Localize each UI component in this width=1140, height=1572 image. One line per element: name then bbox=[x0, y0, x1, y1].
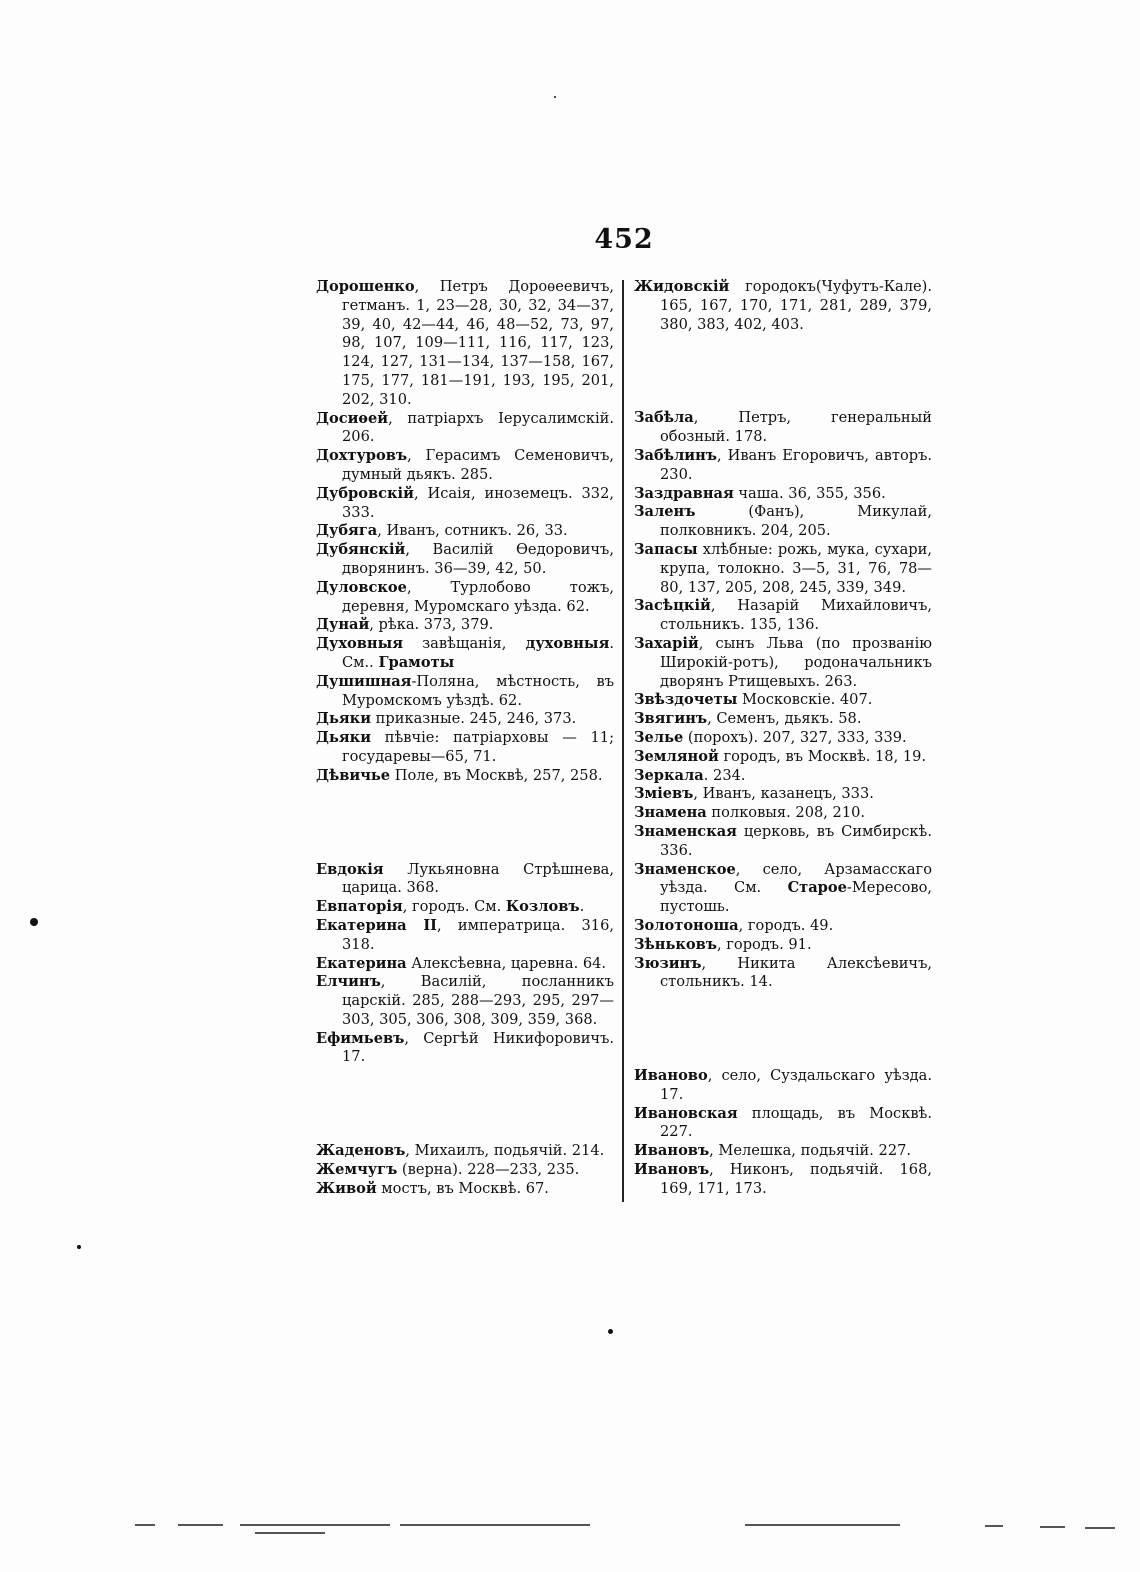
page-number: 452 bbox=[594, 224, 654, 255]
scan-edge-line bbox=[1040, 1526, 1065, 1528]
index-entry bbox=[634, 278, 932, 334]
index-column-right bbox=[634, 278, 932, 1199]
entry-headword: Иваново bbox=[634, 1067, 708, 1085]
entry-headword: Жемчугъ bbox=[316, 1161, 398, 1179]
index-entry bbox=[316, 522, 614, 541]
scan-edge-line bbox=[1085, 1527, 1115, 1529]
index-entry bbox=[316, 1030, 614, 1068]
entry-text: Лукьяновна Стрѣшнева, царица. 368. bbox=[342, 860, 614, 897]
entry-headword: Дохтуровъ bbox=[316, 447, 408, 465]
entry-text: , Петръ Дороѳеевичъ, гетманъ. 1, 23—28, 30, 32, 34—37, 39, 40, 42—44, 46, 48—52, 73, 97, 98, 107, 109—111, 116, 117, 123, 124, 127, 131—134, 137—158, 167, 175, 177, 181—191, 193, 195, 201, 202, 310. bbox=[342, 278, 614, 408]
index-entry bbox=[634, 447, 932, 485]
entry-headword: Евдокія bbox=[316, 860, 384, 878]
index-entry bbox=[634, 597, 932, 635]
entry-text: городъ, въ Москвѣ. 18, 19. bbox=[718, 747, 927, 765]
entry-headword: Дорошенко bbox=[316, 278, 415, 295]
entry-headword: Екатерина bbox=[316, 954, 407, 972]
entry-text: (порохъ). 207, 327, 333, 339. bbox=[683, 728, 907, 746]
section-gap bbox=[316, 1067, 614, 1142]
index-entry bbox=[316, 1142, 614, 1161]
index-entry bbox=[316, 1180, 614, 1199]
entry-text: , рѣка. 373, 379. bbox=[369, 616, 494, 634]
entry-text: полковыя. 208, 210. bbox=[706, 804, 866, 822]
index-entry bbox=[316, 278, 614, 410]
entry-text: -Мересово, пустошь. bbox=[660, 879, 932, 916]
index-entry bbox=[316, 673, 614, 711]
index-entry bbox=[634, 1067, 932, 1105]
entry-text: . 234. bbox=[703, 766, 746, 784]
entry-headword: Звягинъ bbox=[634, 710, 708, 728]
index-entry bbox=[634, 861, 932, 917]
index-entry bbox=[634, 748, 932, 767]
index-entry bbox=[634, 1161, 932, 1199]
entry-headword: Знаменская bbox=[634, 822, 737, 840]
entry-headword: Заленъ bbox=[634, 503, 696, 521]
entry-headword: Духовныя bbox=[316, 635, 403, 653]
entry-text: чаша. 36, 355, 356. bbox=[733, 484, 886, 502]
entry-headword: духовныя bbox=[525, 635, 610, 653]
entry-text: , Михаилъ, подьячій. 214. bbox=[405, 1142, 605, 1160]
entry-text: приказные. 245, 246, 373. bbox=[371, 710, 577, 728]
entry-text: , городъ. 49. bbox=[738, 916, 834, 934]
entry-headword: Душишная bbox=[316, 672, 412, 690]
entry-text: , Иванъ, казанецъ, 333. bbox=[693, 785, 874, 803]
entry-headword: Земляной bbox=[634, 747, 719, 765]
entry-text: , городъ. 91. bbox=[716, 935, 812, 953]
entry-text: , Никита Алексѣевичъ, стольникъ. 14. bbox=[660, 954, 932, 991]
entry-headword: Знамена bbox=[634, 804, 707, 822]
entry-headword: Звѣздочеты bbox=[634, 691, 738, 709]
index-entry bbox=[316, 767, 614, 786]
index-entry bbox=[634, 485, 932, 504]
entry-headword: Дунай bbox=[316, 616, 370, 634]
section-gap bbox=[634, 992, 932, 1067]
entry-text: (Фанъ), Микулай, полковникъ. 204, 205. bbox=[660, 503, 932, 540]
entry-headword: Жидовскій bbox=[634, 278, 730, 295]
entry-headword: Козловъ bbox=[505, 898, 580, 916]
entry-headword: Дубровскій bbox=[316, 484, 414, 502]
entry-text: , патріархъ Іерусалимскій. 206. bbox=[342, 409, 614, 446]
entry-text: , сынъ Льва (по прозванію Широкій-ротъ), родоначальникъ дворянъ Ртищевыхъ. 263. bbox=[660, 634, 932, 690]
entry-text: Поле, въ Москвѣ, 257, 258. bbox=[390, 766, 603, 784]
index-entry bbox=[634, 823, 932, 861]
index-entry bbox=[316, 898, 614, 917]
entry-text: , городъ. См. bbox=[402, 898, 506, 916]
entry-headword: Грамоты bbox=[378, 653, 455, 671]
entry-text: , Иванъ, сотникъ. 26, 33. bbox=[377, 522, 568, 540]
index-entry bbox=[316, 861, 614, 899]
index-entry bbox=[316, 729, 614, 767]
entry-headword: Засѣцкій bbox=[634, 597, 711, 615]
entry-text: , Никонъ, подьячій. 168, 169, 171, 173. bbox=[660, 1161, 932, 1197]
entry-text: Алексѣевна, царевна. 64. bbox=[406, 954, 607, 972]
index-entry bbox=[634, 804, 932, 823]
index-entry bbox=[316, 541, 614, 579]
entry-text: -Поляна, мѣстность, въ Муромскомъ уѣздѣ. 62. bbox=[342, 672, 614, 709]
entry-text: , Турлобово тожъ, деревня, Муромскаго уѣзда. 62. bbox=[342, 578, 614, 615]
entry-text: . См.. bbox=[342, 635, 614, 671]
scan-edge-line bbox=[400, 1524, 590, 1526]
scan-speck bbox=[554, 96, 556, 98]
entry-text: пѣвчіе: патріарховы — 11; государевы—65, 71. bbox=[342, 729, 614, 765]
entry-headword: Евпаторія bbox=[316, 898, 403, 916]
entry-text: , Назарій Михайловичъ, стольникъ. 135, 136. bbox=[660, 597, 932, 634]
entry-headword: Елчинъ bbox=[316, 973, 381, 991]
index-entry bbox=[634, 691, 932, 710]
index-entry bbox=[634, 1142, 932, 1161]
index-entry bbox=[316, 710, 614, 729]
entry-headword: Зелье bbox=[634, 728, 684, 746]
entry-text: , Герасимъ Семеновичъ, думный дьякъ. 285. bbox=[342, 447, 614, 483]
index-entry bbox=[316, 579, 614, 617]
index-entry bbox=[634, 503, 932, 541]
index-entry bbox=[316, 635, 614, 673]
entry-text: , Сергѣй Никифоровичъ. 17. bbox=[342, 1029, 614, 1066]
entry-headword: Зѣньковъ bbox=[634, 935, 717, 953]
entry-text: завѣщанія, bbox=[403, 635, 526, 653]
entry-headword: Ивановская bbox=[634, 1104, 738, 1122]
entry-headword: Дѣвичье bbox=[316, 766, 391, 784]
index-entry bbox=[316, 447, 614, 485]
index-entry bbox=[316, 1161, 614, 1180]
index-entry bbox=[634, 917, 932, 936]
entry-headword: Дьяки bbox=[316, 710, 372, 728]
entry-text: , Василій, посланникъ царскій. 285, 288—293, 295, 297—303, 305, 306, 308, 309, 359, 368. bbox=[342, 973, 614, 1028]
entry-headword: Знаменское bbox=[634, 860, 736, 878]
entry-text: городокъ(Чуфутъ-Кале). 165, 167, 170, 171, 281, 289, 379, 380, 383, 402, 403. bbox=[660, 278, 932, 333]
entry-headword: Дуловское bbox=[316, 578, 407, 596]
index-entry bbox=[634, 635, 932, 691]
entry-text: мостъ, въ Москвѣ. 67. bbox=[376, 1179, 549, 1197]
entry-headword: Забѣлинъ bbox=[634, 446, 717, 464]
scan-speck bbox=[30, 918, 38, 926]
entry-headword: Дьяки bbox=[316, 729, 372, 747]
index-entry bbox=[634, 785, 932, 804]
scan-edge-line bbox=[255, 1532, 325, 1534]
entry-headword: Захарій bbox=[634, 634, 699, 652]
entry-text: Московскіе. 407. bbox=[737, 691, 873, 709]
entry-headword: Золотоноша bbox=[634, 916, 739, 934]
scan-edge-line bbox=[135, 1524, 155, 1526]
column-divider bbox=[622, 280, 624, 1202]
entry-text: , Семенъ, дьякъ. 58. bbox=[707, 710, 862, 728]
index-entry bbox=[634, 936, 932, 955]
scan-speck bbox=[77, 1245, 81, 1249]
index-entry bbox=[634, 1105, 932, 1143]
entry-text: хлѣбные: рожь, мука, сухари, крупа, толокно. 3—5, 31, 76, 78—80, 137, 205, 208, 245, 339, 349. bbox=[660, 540, 932, 596]
entry-headword: Досиѳей bbox=[316, 409, 389, 427]
index-entry bbox=[316, 410, 614, 448]
entry-headword: Зюзинъ bbox=[634, 954, 702, 972]
index-entry bbox=[634, 409, 932, 447]
entry-headword: Ивановъ bbox=[634, 1142, 710, 1160]
entry-headword: Жаденовъ bbox=[316, 1142, 406, 1160]
scan-edge-line bbox=[985, 1525, 1003, 1527]
index-column-left bbox=[316, 278, 614, 1199]
entry-text: . bbox=[579, 898, 585, 916]
entry-headword: Заздравная bbox=[634, 484, 734, 502]
scan-speck bbox=[608, 1329, 613, 1334]
index-entry bbox=[634, 767, 932, 786]
entry-headword: Ефимьевъ bbox=[316, 1029, 405, 1047]
index-entry bbox=[316, 485, 614, 523]
entry-headword: Старое bbox=[787, 879, 847, 897]
entry-text: , село, Суздальскаго уѣзда. 17. bbox=[660, 1067, 932, 1103]
scan-edge-line bbox=[178, 1524, 223, 1526]
entry-text: , императрица. 316, 318. bbox=[342, 916, 614, 953]
index-entry bbox=[634, 710, 932, 729]
index-entry bbox=[634, 729, 932, 748]
index-entry bbox=[634, 955, 932, 993]
scan-edge-line bbox=[240, 1524, 390, 1526]
entry-text: церковь, въ Симбирскѣ. 336. bbox=[660, 822, 932, 859]
entry-headword: Зміевъ bbox=[634, 785, 694, 803]
entry-headword: Екатерина II bbox=[316, 916, 437, 934]
entry-headword: Живой bbox=[316, 1179, 377, 1197]
entry-headword: Забѣла bbox=[634, 409, 694, 427]
index-entry bbox=[316, 616, 614, 635]
entry-text: , Василій Ѳедоровичъ, дворянинъ. 36—39, 42, 50. bbox=[342, 541, 614, 577]
entry-text: площадь, въ Москвѣ. 227. bbox=[660, 1104, 932, 1141]
entry-text: , Иванъ Егоровичъ, авторъ. 230. bbox=[660, 446, 932, 483]
index-entry bbox=[316, 955, 614, 974]
section-gap bbox=[316, 786, 614, 861]
entry-text: , Петръ, генеральный обозный. 178. bbox=[660, 409, 932, 446]
entry-headword: Зеркала bbox=[634, 766, 704, 784]
entry-text: (верна). 228—233, 235. bbox=[397, 1161, 580, 1179]
entry-headword: Запасы bbox=[634, 540, 698, 558]
entry-text: , село, Арзамасскаго уѣзда. См. bbox=[660, 860, 932, 897]
entry-headword: Ивановъ bbox=[634, 1161, 710, 1179]
entry-text: , Мелешка, подьячій. 227. bbox=[709, 1142, 912, 1160]
index-entry bbox=[634, 541, 932, 597]
section-gap bbox=[634, 334, 932, 409]
index-entry bbox=[316, 973, 614, 1029]
index-entry bbox=[316, 917, 614, 955]
entry-headword: Дубяга bbox=[316, 522, 378, 540]
scan-edge-line bbox=[745, 1524, 900, 1526]
entry-text: , Исаія, иноземецъ. 332, 333. bbox=[342, 484, 614, 521]
entry-headword: Дубянскій bbox=[316, 541, 406, 559]
